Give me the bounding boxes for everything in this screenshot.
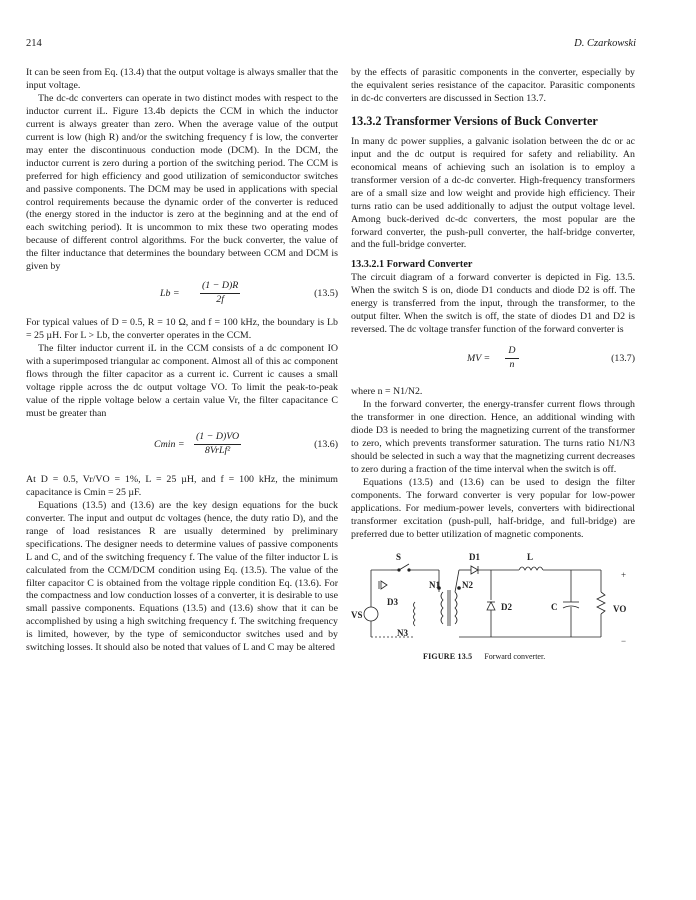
equation-lhs: Lb = [160,288,180,300]
page-number: 214 [26,38,42,49]
paragraph: At D = 0.5, Vr/VO = 1%, L = 25 µH, and f = 100 kHz, the minimum capacitance is Cmin = 25 µF. [26,473,338,498]
paragraph: Equations (13.5) and (13.6) are the key design equations for the buck converter. The input and output dc voltages (hence, the duty ratio D), and the range of load resistances R are usually determined by preliminary specifications. The designer needs to determine values of passive components L and C, and of the switching frequency f. The value of the filter inductor L is calculated from the CCM/DCM condition using Eq. (13.5). The value of the filter capacitor C is obtained from the voltage ripple condition Eq. (13.6). For the compactness and low conduction losses of a converter, it is desirable to use small passive components. Equations (13.5) and (13.6) show that it can be accomplished by using a high switching frequency f. The switching frequency is limited, however, by the type of semiconductor switches used and by switching losses. It should also be noted that values of L and C may be altered [26,499,338,654]
label-d1: D1 [469,551,480,562]
forward-converter-circuit-diagram [351,552,635,652]
label-d3: D3 [387,596,398,607]
equation-13-6 [26,423,338,473]
label-plus: + [621,569,627,580]
label-l: L [527,551,534,562]
paragraph: In many dc power supplies, a galvanic isolation between the dc or ac input and the dc output is required for safety and reliability. An economical means of achieving such an isolation is to employ a transformer version of a dc-dc converter. High-frequency transformers are of a small size and low weight and provide high efficiency. Their turns ratio can be used additionally to adjust the output voltage level. Among buck-derived dc-dc converters, the most popular are the forward converter, the push-pull converter, the half-bridge converter, and the full-bridge converter. [351,135,635,251]
equation-lhs: Cmin = [154,438,185,450]
label-vo: VO [613,603,627,614]
equation-fraction [505,345,519,372]
figure-caption-text: Forward converter. [484,651,546,661]
denominator: 8VrLf² [204,444,231,456]
right-column [351,67,635,662]
equation-lhs: MV = [467,353,491,365]
equation-number: (13.5) [314,288,338,300]
paragraph: For typical values of D = 0.5, R = 10 Ω, and f = 100 kHz, the boundary is Lb = 25 µH. For L > Lb, the converter operates in the CCM. [26,317,338,342]
equation-13-5 [26,276,338,316]
equation-fraction [200,280,240,307]
capacitor-c [563,570,579,637]
running-header-author: D. Czarkowski [574,38,636,49]
paragraph: The filter inductor current iL in the CCM consists of a dc component IO with a superimposed triangular ac component. Almost all of this ac component flows through the filter capacitor as a current ic. Current ic causes a small voltage ripple across the dc output voltage VO. To limit the peak-to-peak value of the ripple voltage below a certain value Vr, the filter capacitance C must be greater than [26,343,338,419]
label-minus: − [621,635,627,646]
paragraph: by the effects of parasitic components in the converter, especially by the equivalent series resistance of the capacitor. Parasitic components in dc-dc converters are discussed in Section 13.7. [351,67,635,104]
numerator: (1 − D)R [200,280,240,294]
label-n2: N2 [462,579,473,590]
diode-d2 [487,570,495,637]
figure-forward-converter [351,552,635,662]
paragraph: Equations (13.5) and (13.6) can be used to design the filter components. The forward converter is very popular for low-power applications. For medium-power levels, converters with bidirectional transformer excitation (push-pull, half-bridge, and full-bridge) are preferred due to better utilization of magnetic components. [351,476,635,540]
paragraph: The dc-dc converters can operate in two distinct modes with respect to the inductor current iL. Figure 13.4b depicts the CCM in which the inductor current is always greater than zero. When the average value of the output current is low (high R) and/or the switching frequency f is low, the converter may enter the discontinuous conduction mode (DCM). In the DCM, the inductor current is zero during a portion of the switching period. The CCM is preferred for high efficiency and good utilization of semiconductor switches and passive components. The DCM may be used in applications with special control requirements because the dynamic order of the converter is reduced (the energy stored in the inductor is zero at the beginning and at the end of each switching period). It is uncommon to mix these two operating modes because of different control algorithms. For the buck converter, the value of the filter inductance that determines the boundary between CCM and DCM is given by [26,92,338,273]
equation-number: (13.7) [611,353,635,365]
label-n1: N1 [429,579,440,590]
label-d2: D2 [501,601,512,612]
load-resistor [597,570,605,637]
transformer [438,570,461,626]
figure-label: FIGURE 13.5 [423,651,473,661]
inductor-l [519,567,601,570]
equation-13-7 [351,339,635,385]
numerator: (1 − D)VO [194,431,241,445]
figure-caption [423,651,545,664]
paragraph: It can be seen from Eq. (13.4) that the output voltage is always smaller that the input voltage. [26,67,338,91]
switch-s [391,564,410,571]
equation-number: (13.6) [314,438,338,450]
paragraph: In the forward converter, the energy-transfer current flows through the transformer in one direction. Hence, an additional winding with diode D3 is needed to bring the magnetizing current of the transformer to zero, which prevents transformer saturation. The turns ratio N1/N3 should be selected in such a way that the magnetizing current decreases to zero during a fraction of the time interval when the switch is off. [351,399,635,475]
diode-d1 [459,566,519,574]
label-s: S [396,551,402,562]
winding-n3 [414,602,416,626]
left-column [26,67,338,655]
subsection-heading: 13.3.2.1 Forward Converter [351,259,473,271]
diode-d3 [379,581,387,589]
numerator: D [505,345,519,359]
equation-fraction [194,431,241,458]
paragraph: The circuit diagram of a forward converter is depicted in Fig. 13.5. When the switch S is on, diode D1 conducts and diode D2 is off. The energy is transferred from the input, through the transformer, to the output filter. When the switch is off, the state of diodes D1 and D2 is reversed. The dc voltage transfer function of the forward converter is [351,272,635,336]
denominator: 2f [216,294,224,306]
label-vs: VS [351,609,363,620]
section-heading: 13.3.2 Transformer Versions of Buck Converter [351,113,598,128]
paragraph: where n = N1/N2. [351,386,423,398]
denominator: n [509,359,515,371]
label-n3: N3 [397,627,408,638]
label-c: C [551,601,558,612]
